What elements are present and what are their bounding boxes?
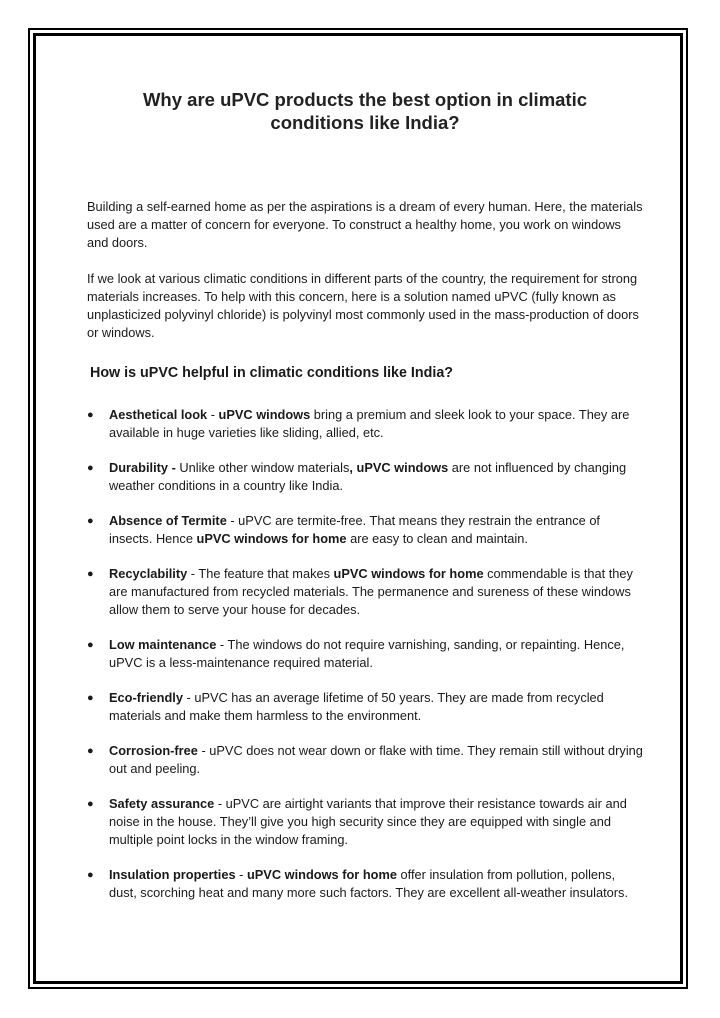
item-term: Low maintenance bbox=[109, 637, 217, 652]
document-title: Why are uPVC products the best option in climatic conditions like India? bbox=[142, 89, 588, 133]
list-item bbox=[87, 406, 643, 442]
item-highlight: , uPVC windows bbox=[349, 460, 449, 475]
item-term: Aesthetical look bbox=[109, 407, 208, 422]
item-term: Durability - bbox=[109, 460, 176, 475]
list-item bbox=[87, 565, 643, 619]
item-term: Eco-friendly bbox=[109, 690, 183, 705]
item-text: - The feature that makes bbox=[187, 566, 334, 581]
item-text: are easy to clean and maintain. bbox=[346, 531, 528, 546]
bullet-icon: ● bbox=[87, 798, 94, 810]
item-term: Corrosion-free bbox=[109, 743, 198, 758]
item-text: - bbox=[207, 407, 219, 422]
bullet-icon: ● bbox=[87, 568, 94, 580]
list-item bbox=[87, 636, 643, 672]
item-term: Recyclability bbox=[109, 566, 188, 581]
list-item bbox=[87, 512, 643, 548]
item-text: - uPVC has an average lifetime of 50 years. They are made from recycled materials and make them harmless to the environment. bbox=[109, 690, 604, 723]
item-text: Unlike other window materials bbox=[175, 460, 350, 475]
section-heading: How is uPVC helpful in climatic conditions like India? bbox=[90, 365, 454, 381]
bullet-icon: ● bbox=[87, 639, 94, 651]
item-term: Safety assurance bbox=[109, 796, 215, 811]
item-highlight: uPVC windows bbox=[218, 407, 311, 422]
list-item bbox=[87, 742, 643, 778]
item-text: offer insulation from pollution, pollens, dust, scorching heat and many more such factors. They are excellent all-weather insulators. bbox=[109, 867, 629, 900]
document-body bbox=[87, 88, 643, 919]
list-item bbox=[87, 866, 643, 902]
bullet-icon: ● bbox=[87, 462, 94, 474]
item-highlight: uPVC windows for home bbox=[196, 531, 347, 546]
item-text: - The windows do not require varnishing, sanding, or repainting. Hence, uPVC is a less-maintenance required material. bbox=[109, 637, 625, 670]
list-item bbox=[87, 689, 643, 725]
bullet-icon: ● bbox=[87, 409, 94, 421]
bullet-icon: ● bbox=[87, 692, 94, 704]
item-text: - uPVC are termite-free. That means they restrain the entrance of insects. Hence bbox=[109, 513, 600, 546]
item-text: are not influenced by changing weather conditions in a country like India. bbox=[109, 460, 627, 493]
item-highlight: uPVC windows for home bbox=[246, 867, 397, 882]
item-term: Insulation properties bbox=[109, 867, 236, 882]
item-highlight: uPVC windows for home bbox=[333, 566, 484, 581]
list-item bbox=[87, 459, 643, 495]
list-item bbox=[87, 795, 643, 849]
bullet-icon: ● bbox=[87, 869, 94, 881]
intro-paragraph: Building a self-earned home as per the aspirations is a dream of every human. Here, the materials used are a matter of concern for everyone. To construct a healthy home, you work on windows and doors. bbox=[87, 199, 643, 250]
bullet-icon: ● bbox=[87, 745, 94, 757]
context-paragraph: If we look at various climatic conditions in different parts of the country, the requirement for strong materials increases. To help with this concern, here is a solution named uPVC (fully known as unplasticized polyvinyl chloride) is polyvinyl most commonly used in the mass-production of doors or windows. bbox=[87, 271, 639, 340]
item-text: - uPVC are airtight variants that improve their resistance towards air and noise in the house. They’ll give you high security since they are equipped with single and multiple point locks in the window framing. bbox=[109, 796, 627, 847]
item-text: - uPVC does not wear down or flake with time. They remain still without drying out and peeling. bbox=[109, 743, 643, 776]
item-term: Absence of Termite bbox=[109, 513, 227, 528]
item-text: commendable is that they are manufactured from recycled materials. The permanence and sureness of these windows allow them to serve your house for decades. bbox=[109, 566, 633, 617]
item-text: bring a premium and sleek look to your space. They are available in huge varieties like sliding, allied, etc. bbox=[109, 407, 630, 440]
item-text: - bbox=[235, 867, 247, 882]
bullet-icon: ● bbox=[87, 515, 94, 527]
benefits-list bbox=[87, 406, 643, 902]
